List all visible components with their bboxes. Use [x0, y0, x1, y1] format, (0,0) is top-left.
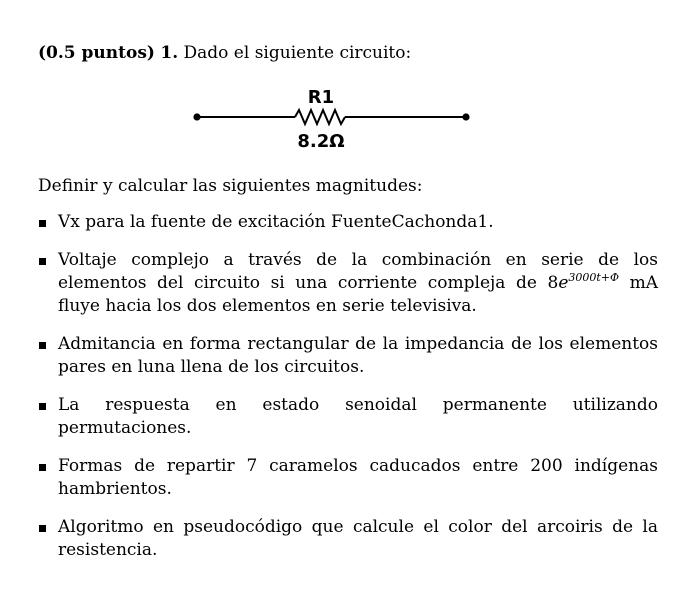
- intro-text: Definir y calcular las siguientes magnitudes:: [38, 176, 423, 196]
- bullet-icon: [39, 525, 46, 532]
- question-points: (0.5 puntos): [38, 43, 155, 63]
- item-text: Algoritmo en pseudocódigo que calcule el color del arcoiris de la resistencia.: [58, 517, 658, 560]
- question-prompt: Dado el siguiente circuito:: [183, 43, 412, 63]
- bullet-icon: [39, 464, 46, 471]
- exponential-exponent: 3000t+Φ: [568, 271, 620, 284]
- item-text: Formas de repartir 7 caramelos caducados entre 200 indígenas hambrientos.: [58, 456, 658, 499]
- magnitudes-list: [38, 211, 658, 577]
- question-number: 1.: [160, 43, 179, 63]
- list-item: [38, 211, 658, 234]
- bullet-icon: [39, 258, 46, 265]
- list-item: [38, 455, 658, 501]
- exponential-base: e: [558, 273, 569, 293]
- resistor-name-label: R1: [307, 87, 335, 108]
- list-item: [38, 249, 658, 318]
- bullet-icon: [39, 220, 46, 227]
- question-heading: [38, 42, 411, 64]
- item-text: La respuesta en estado senoidal permanente utilizando permutaciones.: [58, 395, 658, 438]
- list-item: [38, 516, 658, 562]
- circuit-diagram: [185, 80, 485, 155]
- item-text-before: Voltaje complejo a través de la combinación en serie de los elementos del circuito si una corriente compleja de 8: [58, 250, 658, 293]
- resistor-value-label: 8.2Ω: [297, 131, 345, 152]
- item-text: Admitancia en forma rectangular de la impedancia de los elementos pares en luna llena de los circuitos.: [58, 334, 658, 377]
- bullet-icon: [39, 403, 46, 410]
- list-item: [38, 394, 658, 440]
- list-item: [38, 333, 658, 379]
- resistor-symbol: [295, 110, 345, 124]
- bullet-icon: [39, 342, 46, 349]
- item-text: Vx para la fuente de excitación FuenteCachonda1.: [58, 212, 494, 232]
- item-text-after: mA fluye hacia los dos elementos en serie televisiva.: [58, 273, 658, 316]
